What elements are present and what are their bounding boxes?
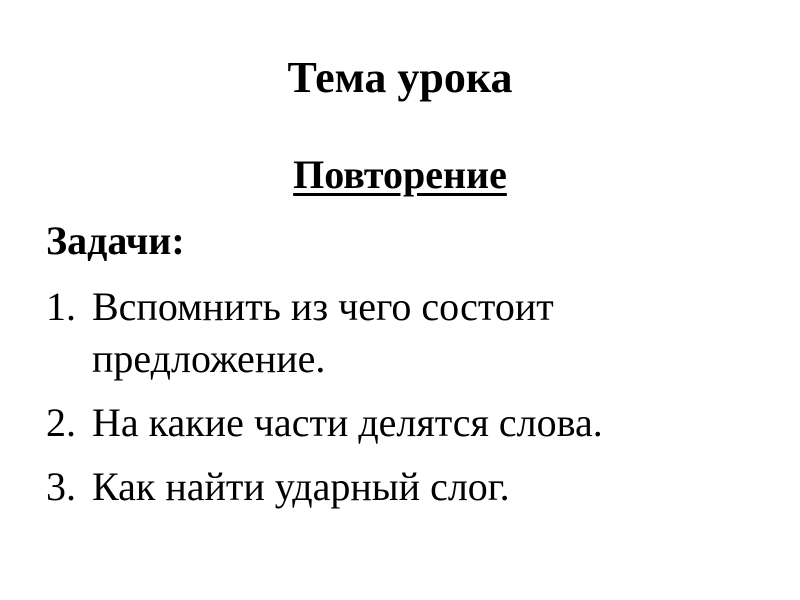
task-text: Как найти ударный слог. [92, 464, 510, 509]
task-number: 1. [46, 284, 76, 329]
slide-subtitle [0, 150, 800, 200]
task-text: Вспомнить из чего состоит предложение. [92, 284, 554, 381]
tasks-list [46, 281, 746, 525]
list-item [46, 397, 746, 449]
task-text: На какие части делятся слова. [92, 400, 603, 445]
task-number: 2. [46, 400, 76, 445]
task-number: 3. [46, 464, 76, 509]
list-item [46, 281, 746, 385]
list-item [46, 461, 746, 513]
subtitle-text: Повторение [293, 152, 507, 197]
slide-title: Тема урока [287, 53, 513, 102]
tasks-heading: Задачи: [46, 218, 185, 263]
